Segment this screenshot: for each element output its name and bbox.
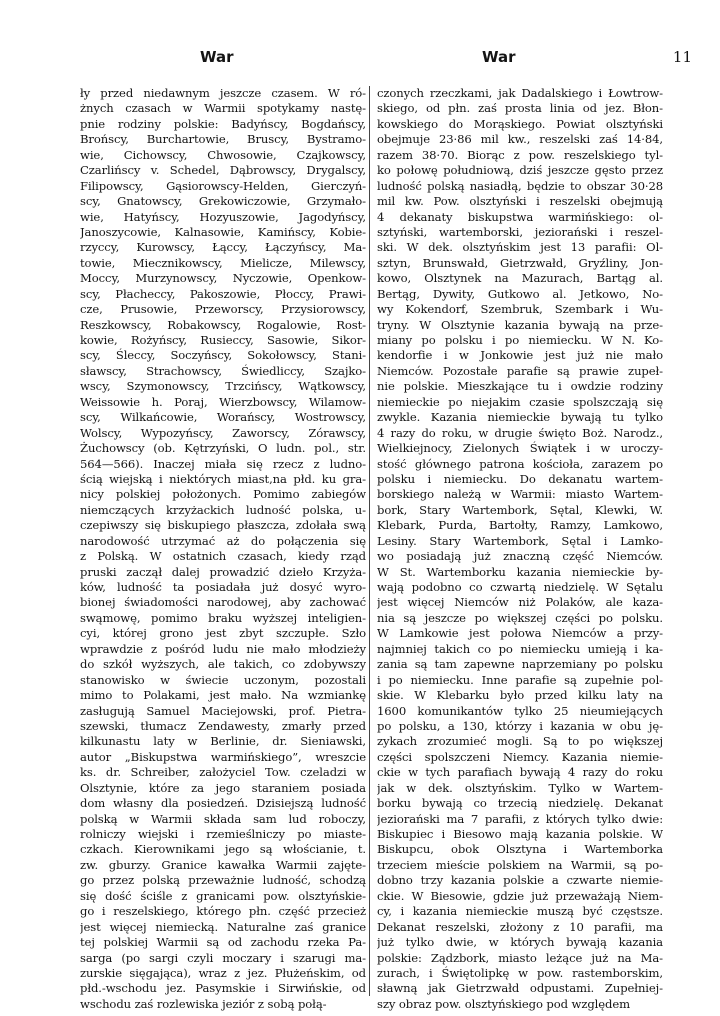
text-line: ks. dr. Schreiber, założyciel Tow. czeladzi w bbox=[80, 765, 366, 780]
text-line: dom własny dla posiedzeń. Dzisiejszą ludność bbox=[80, 796, 366, 811]
text-line: Biskupcu, obok Olsztyna i Wartemborka bbox=[377, 842, 663, 857]
text-line: żnych czasach w Warmii spotykamy nastę- bbox=[80, 101, 366, 116]
text-line: Klebark, Purda, Bartołty, Ramzy, Lamkowo, bbox=[377, 518, 663, 533]
text-line: ły przed niedawnym jeszcze czasem. W ró- bbox=[80, 86, 366, 100]
text-line: trzeciem mieście polskiem na Warmii, są po- bbox=[377, 857, 663, 872]
text-line: cze, Prusowie, Przeworscy, Przysiorowscy, bbox=[80, 302, 366, 317]
text-line: wprawdzie z pośród ludu nie mało młodzieży bbox=[80, 641, 366, 656]
text-line: najmniej takich co po niemiecku umieją i ka- bbox=[377, 641, 663, 656]
text-line: Olsztynie, które za jego staraniem posiada bbox=[80, 780, 366, 795]
text-line: jak w dek. olsztyńskim. Tylko w Wartem- bbox=[377, 780, 663, 795]
text-line: polskie: Ządzbork, miasto leżące już na Ma- bbox=[377, 950, 663, 965]
text-line: sztyn, Brunswałd, Gietrzwałd, Gryźliny, Jon- bbox=[377, 255, 663, 270]
text-line: borskiego należą w Warmii: miasto Wartem- bbox=[377, 487, 663, 502]
text-line: Brońscy, Burchartowie, Bruscy, Bystramo- bbox=[80, 132, 366, 147]
text-line: zania są tam zapewne naprzemiany po polsku bbox=[377, 657, 663, 672]
text-line: ścią wiejską i niektórych miast,na płd. ku gra- bbox=[80, 471, 366, 486]
text-line: pnie rodziny polskie: Badyńscy, Bogdańscy, bbox=[80, 116, 366, 131]
text-line: skie. W Klebarku było przed kilku laty na bbox=[377, 688, 663, 703]
text-line: Wielkiejnocy, Zielonych Świątek i w uroczy- bbox=[377, 441, 663, 456]
text-line: miany po polsku i po niemiecku. W N. Ko- bbox=[377, 333, 663, 347]
header-center-word: War bbox=[482, 48, 516, 66]
text-line: niemczących krzyżackich ludność polska, u- bbox=[80, 502, 366, 517]
text-line: autor „Biskupstwa warmińskiego”, wreszcie bbox=[80, 749, 366, 764]
text-line: zurach, i Świętolipkę w pow. rastemborskim, bbox=[377, 965, 663, 980]
text-line: polsku i niemiecku. Do dekanatu wartem- bbox=[377, 471, 663, 486]
text-line: bork, Stary Wartembork, Sętal, Klewki, W. bbox=[377, 502, 663, 517]
text-line: Lesiny. Stary Wartembork, Sętal i Lamko- bbox=[377, 533, 663, 548]
text-line: Niemców. Pozostałe parafie są prawie zupeł- bbox=[377, 363, 663, 378]
text-line: sławną jak Gietrzwałd odpustami. Zupełniej- bbox=[377, 981, 663, 996]
text-line: Bertąg, Dywity, Gutkowo al. Jetkowo, No- bbox=[377, 286, 663, 301]
text-line: się dość ściśle z granicami pow. olsztyńskie- bbox=[80, 888, 366, 903]
text-line: czonych rzeczkami, jak Dadalskiego i Łowtrow- bbox=[377, 86, 663, 100]
text-line: zwykle. Kazania niemieckie bywają tu tylko bbox=[377, 410, 663, 425]
text-line: ski. W dek. olsztyńskim jest 13 parafii: Ol- bbox=[377, 240, 663, 255]
text-line: tej polskiej Warmii są od zachodu rzeka Pa- bbox=[80, 935, 366, 950]
text-line: do szkół wyższych, ale takich, co zdobywszy bbox=[80, 657, 366, 672]
text-line: Biskupiec i Biesowo mają kazania polskie. W bbox=[377, 827, 663, 841]
text-line: Reszkowscy, Robakowscy, Rogalowie, Rost- bbox=[80, 317, 366, 332]
text-line: Czarlińscy v. Schedel, Dąbrowscy, Drygalscy, bbox=[80, 163, 366, 178]
text-line: ko połowę południową, dziś jeszcze gęsto przez bbox=[377, 163, 663, 178]
text-line: pruski zaczął dalej prowadzić dzieło Krzyża- bbox=[80, 564, 366, 579]
text-line: wają podobno co czwartą niedzielę. W Sętalu bbox=[377, 580, 663, 594]
text-line: już tylko dwie, w których bywają kazania bbox=[377, 935, 663, 950]
text-line: jest więcej Niemców niż Polaków, ale kaza- bbox=[377, 595, 663, 610]
text-line: mil kw. Pow. olsztyński i reszelski obejmują bbox=[377, 194, 663, 209]
text-line: zurskie sięgająca), wraz z jez. Płużeńskim, od bbox=[80, 965, 366, 980]
text-line: rzyccy, Kurowscy, Łąccy, Łączyńscy, Ma- bbox=[80, 240, 366, 255]
text-line: Moccy, Murzynowscy, Nyczowie, Openkow- bbox=[80, 271, 366, 286]
text-line: go i reszelskiego, którego płn. część przecież bbox=[80, 904, 366, 919]
text-line: wy Kokendorf, Szembruk, Szembark i Wu- bbox=[377, 302, 663, 317]
text-line: ckie w tych parafiach bywają 4 razy do roku bbox=[377, 765, 663, 780]
text-line: ludność polską nasiadłą, będzie to obszar 30·28 bbox=[377, 178, 663, 193]
text-line: kendorfie i w Jonkowie jest już nie mało bbox=[377, 348, 663, 363]
text-line: W St. Wartemborku kazania niemieckie by- bbox=[377, 564, 663, 579]
text-line: Dekanat reszelski, złożony z 10 parafii, ma bbox=[377, 919, 663, 934]
text-line: czkach. Kierownikami jego są włościanie, t. bbox=[80, 842, 366, 857]
text-line: swąmowę, pomimo braku wyższej inteligien- bbox=[80, 610, 366, 625]
text-line: 4 razy do roku, w drugie święto Boż. Narodz., bbox=[377, 425, 663, 440]
text-line: nia są jeszcze po większej części po polsku. bbox=[377, 610, 663, 625]
text-line: mimo to Polakami, jest mało. Na wzmiankę bbox=[80, 688, 366, 703]
text-line: wie, Cichowscy, Chwosowie, Czajkowscy, bbox=[80, 147, 366, 162]
text-line: kowo, Olsztynek na Mazurach, Bartąg al. bbox=[377, 271, 663, 286]
text-line: W Lamkowie jest połowa Niemców a przy- bbox=[377, 626, 663, 641]
text-line: sztyński, wartemborski, jeziorański i reszel- bbox=[377, 224, 663, 239]
text-line: cyi, której grono jest zbyt szczupłe. Szło bbox=[80, 626, 366, 641]
text-line: rolniczy wiejski i rzemieślniczy po miaste- bbox=[80, 827, 366, 841]
text-line: czepiwszy się biskupiego płaszcza, zdołała swą bbox=[80, 518, 366, 533]
text-line: nie polskie. Mieszkające tu i owdzie rodziny bbox=[377, 379, 663, 394]
text-line: polską w Warmii składa sam lud roboczy, bbox=[80, 811, 366, 826]
column-divider bbox=[369, 86, 370, 996]
text-line: niemieckie po niejakim czasie spolszczają się bbox=[377, 394, 663, 409]
text-line: Filipowscy, Gąsiorowscy-Helden, Gierczyń- bbox=[80, 178, 366, 193]
text-line: borku bywają co trzecią niedzielę. Dekanat bbox=[377, 796, 663, 811]
left-text-column bbox=[80, 86, 366, 1012]
text-line: 4 dekanaty biskupstwa warmińskiego: ol- bbox=[377, 209, 663, 224]
text-line: zw. gburzy. Granice kawałka Warmii zajęte- bbox=[80, 857, 366, 872]
header-left-word: War bbox=[200, 48, 234, 66]
text-line: scy, Płacheccy, Pakoszowie, Płoccy, Prawi- bbox=[80, 286, 366, 301]
text-line: jeziorański ma 7 parafii, z których tylko dwie: bbox=[377, 811, 663, 826]
text-line: płd.-wschodu jez. Pasymskie i Sirwińskie, od bbox=[80, 981, 366, 996]
text-line: części spolszczeni Niemcy. Kazania niemie- bbox=[377, 749, 663, 764]
text-line: po polsku, a 130, którzy i kazania w obu ję- bbox=[377, 718, 663, 733]
text-line: 564—566). Inaczej miała się rzecz z ludno- bbox=[80, 456, 366, 471]
text-line: z Polską. W ostatnich czasach, kiedy rząd bbox=[80, 549, 366, 564]
text-line: Janoszycowie, Kalnasowie, Kamińscy, Kobie- bbox=[80, 224, 366, 239]
text-line: 1600 komunikantów tylko 25 nieumiejących bbox=[377, 703, 663, 718]
text-line: i po niemiecku. Inne parafie są zupełnie pol- bbox=[377, 672, 663, 687]
text-line: obejmuje 23·86 mil kw., reszelski zaś 14·84, bbox=[377, 132, 663, 147]
text-line: stość głównego patrona kościoła, zarazem po bbox=[377, 456, 663, 471]
text-line: sarga (po sargi czyli moczary i szarugi ma- bbox=[80, 950, 366, 965]
text-line: kilkunastu laty w Berlinie, dr. Sieniawski, bbox=[80, 734, 366, 749]
text-line: stanowisko w świecie uczonym, pozostali bbox=[80, 672, 366, 687]
text-line: jest więcej niemiecką. Naturalne zaś granice bbox=[80, 919, 366, 934]
text-line: ckie. W Biesowie, gdzie już przeważają Niem- bbox=[377, 888, 663, 903]
text-line: sławscy, Strachowscy, Świedliccy, Szajko- bbox=[80, 363, 366, 378]
text-line: skiego, od płn. zaś prosta linia od jez. Błon- bbox=[377, 101, 663, 116]
text-line: zykach zrozumieć mogli. Są to po większej bbox=[377, 734, 663, 749]
text-line: zasługują Samuel Maciejowski, prof. Pietra- bbox=[80, 703, 366, 718]
page-number: 11 bbox=[672, 48, 692, 66]
text-line: go przez polską przeważnie ludność, schodzą bbox=[80, 873, 366, 888]
text-line: dobno trzy kazania polskie a czwarte niemie- bbox=[377, 873, 663, 888]
running-header bbox=[72, 47, 692, 71]
text-line: Weissowie h. Poraj, Wierzbowscy, Wilamow- bbox=[80, 394, 366, 409]
text-line: wo posiadają już znaczną część Niemców. bbox=[377, 549, 663, 564]
text-line: towie, Miecznikowscy, Mielicze, Milewscy, bbox=[80, 255, 366, 270]
text-line: tryny. W Olsztynie kazania bywają na prze- bbox=[377, 317, 663, 332]
text-line: wschodu zaś rozlewiska jeziór z sobą połą- bbox=[80, 996, 327, 1011]
text-line: narodowość utrzymać aż do połączenia się bbox=[80, 533, 366, 548]
text-line: szy obraz pow. olsztyńskiego pod względem bbox=[377, 996, 631, 1011]
text-line: wscy, Szymonowscy, Trzcińscy, Wątkowscy, bbox=[80, 379, 366, 394]
text-line: szewski, tłumacz Zendawesty, zmarły przed bbox=[80, 718, 366, 733]
text-line: ków, ludność ta posiadała już dosyć wyro- bbox=[80, 580, 366, 594]
text-line: Żuchowscy (ob. Kętrzyński, O ludn. pol., str. bbox=[80, 441, 366, 456]
text-line: scy, Gnatowscy, Grekowiczowie, Grzymało- bbox=[80, 194, 366, 209]
text-line: scy, Wilkańcowie, Worańscy, Wostrowscy, bbox=[80, 410, 366, 425]
text-line: kowskiego do Morąskiego. Powiat olsztyński bbox=[377, 116, 663, 131]
text-line: wie, Hatyńscy, Hozyuszowie, Jagodyńscy, bbox=[80, 209, 366, 224]
text-line: Wolscy, Wypozyńscy, Zaworscy, Zórawscy, bbox=[80, 425, 366, 440]
text-line: scy, Śleccy, Soczyńscy, Sokołowscy, Stani- bbox=[80, 348, 366, 363]
text-line: razem 38·70. Biorąc z pow. reszelskiego tyl- bbox=[377, 147, 663, 162]
text-line: kowie, Rożyńscy, Rusieccy, Sasowie, Sikor- bbox=[80, 333, 366, 347]
text-line: nicy polskiej położonych. Pomimo zabiegów bbox=[80, 487, 366, 502]
text-line: cy, i kazania niemieckie muszą być częstsze. bbox=[377, 904, 663, 919]
text-line: bionej świadomości narodowej, aby zachować bbox=[80, 595, 366, 610]
right-text-column bbox=[377, 86, 663, 1012]
